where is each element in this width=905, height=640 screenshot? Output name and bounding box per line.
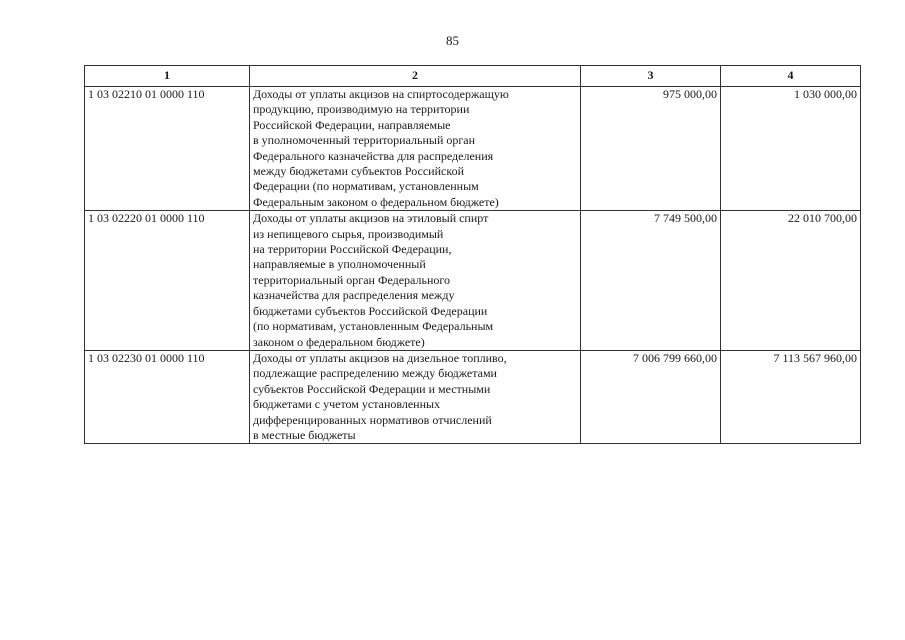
row-code: 1 03 02220 01 0000 110 xyxy=(85,211,250,351)
row-value-col3: 975 000,00 xyxy=(581,87,721,211)
row-description: Доходы от уплаты акцизов на спиртосодержащую продукцию, производимую на территории Российской Федерации, направляемые в уполномоченный территориальный орган Федерального казначейства для распределения между бюджетами субъектов Российской Федерации (по нормативам, установленным Федеральным законом о федеральном бюджете) xyxy=(250,87,581,211)
page-number: 85 xyxy=(446,33,459,48)
row-value-col4: 7 113 567 960,00 xyxy=(721,350,861,443)
header-col-4: 4 xyxy=(721,66,861,87)
row-value-col3: 7 749 500,00 xyxy=(581,211,721,351)
table-row xyxy=(85,87,861,211)
row-value-col4: 1 030 000,00 xyxy=(721,87,861,211)
row-value-col4: 22 010 700,00 xyxy=(721,211,861,351)
table-row xyxy=(85,211,861,351)
row-code: 1 03 02230 01 0000 110 xyxy=(85,350,250,443)
table-row xyxy=(85,350,861,443)
table-header-row xyxy=(85,66,861,87)
row-description: Доходы от уплаты акцизов на этиловый спирт из непищевого сырья, производимый на территории Российской Федерации, направляемые в уполномоченный территориальный орган Федерального казначейства для распределения между бюджетами субъектов Российской Федерации (по нормативам, установленным Федеральным законом о федеральном бюджете) xyxy=(250,211,581,351)
row-value-col3: 7 006 799 660,00 xyxy=(581,350,721,443)
header-col-1: 1 xyxy=(85,66,250,87)
header-col-3: 3 xyxy=(581,66,721,87)
header-col-2: 2 xyxy=(250,66,581,87)
revenue-table xyxy=(84,65,861,444)
row-description: Доходы от уплаты акцизов на дизельное топливо, подлежащие распределению между бюджетами субъектов Российской Федерации и местными бюджетами с учетом установленных дифференцированных нормативов отчислений в местные бюджеты xyxy=(250,350,581,443)
row-code: 1 03 02210 01 0000 110 xyxy=(85,87,250,211)
